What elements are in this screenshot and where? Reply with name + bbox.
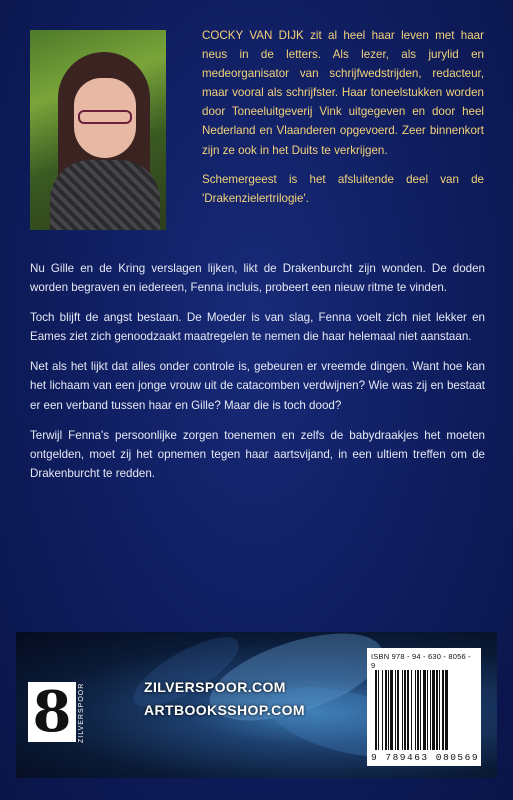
publisher-links: [144, 679, 344, 725]
blurb-paragraph: Toch blijft de angst bestaan. De Moeder is van slag, Fenna voelt zich niet lekker en Eames ziet zich genoodzaakt maatregelen te nemen die haar helemaal niet aanstaan.: [30, 311, 485, 344]
bio-paragraph: COCKY VAN DIJK zit al heel haar leven met haar neus in de letters. Als lezer, als jurylid en medeorganisator van schrijfwedstrijden, redacteur, maar vooral als schrijfster. Haar toneelstukken worden door Toneeluitgeverij Vink uitgegeven en door heel Nederland en Vlaanderen opgevoerd. Zeer binnenkort zijn ze ook in het Duits te verkrijgen.: [202, 29, 484, 157]
author-bio: [202, 26, 484, 218]
publisher-logo: [28, 679, 76, 745]
blurb-paragraph: Net als het lijkt dat alles onder controle is, gebeuren er vreemde dingen. Want hoe kan het lichaam van een jonge vrouw uit de catacomben verdwijnen? Wie was zij en bestaat er een verband tussen haar en Gille? Maar die is toch dood?: [30, 360, 485, 412]
logo-glyph: 8: [32, 679, 72, 745]
barcode-box: [367, 648, 481, 766]
dragon-banner: [16, 632, 497, 778]
publisher-vertical-name: ZILVERSPOOR: [78, 682, 85, 744]
isbn-label: ISBN 978 - 94 - 630 - 8056 - 9: [371, 652, 471, 670]
link-artbooksshop[interactable]: ARTBOOKSSHOP.COM: [144, 702, 305, 718]
barcode-digits: 9 789463 080569: [371, 752, 480, 763]
barcode-bars: [375, 670, 473, 750]
book-blurb: [30, 259, 485, 494]
blurb-paragraph: Nu Gille en de Kring verslagen lijken, likt de Drakenburcht zijn wonden. De doden worden begraven en iedereen, Fenna incluis, probeert een nieuw ritme te vinden.: [30, 262, 485, 295]
bio-paragraph: Schemergeest is het afsluitende deel van de 'Drakenzielertrilogie'.: [202, 172, 484, 205]
blurb-paragraph: Terwijl Fenna's persoonlijke zorgen toenemen en zelfs de babydraakjes het moeten ontgelden, moet zij het opnemen tegen haar aartsvijand, in een ultiem treffen om de Drakenburcht te redden.: [30, 428, 485, 480]
author-photo: [30, 30, 166, 230]
link-zilverspoor[interactable]: ZILVERSPOOR.COM: [144, 679, 286, 695]
